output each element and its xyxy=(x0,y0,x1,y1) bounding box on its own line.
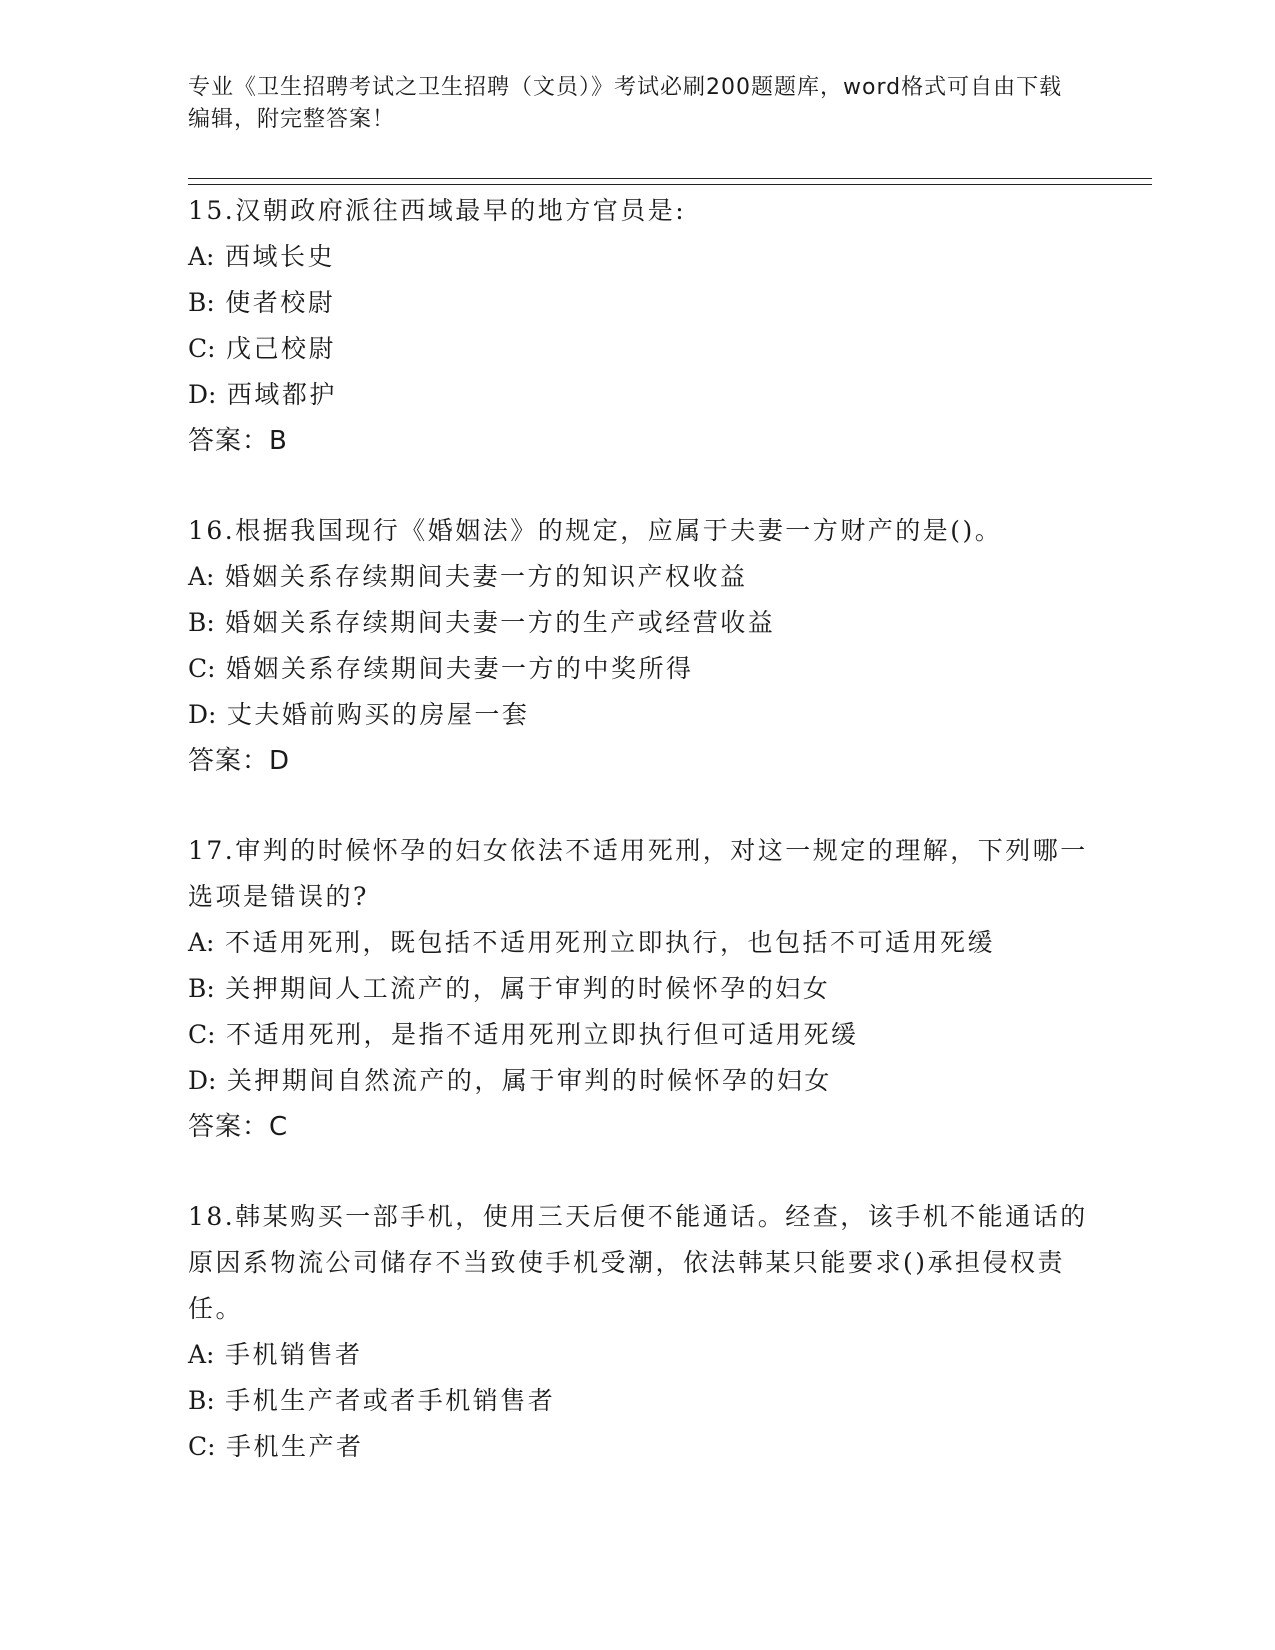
option-label: A: xyxy=(188,562,215,591)
option-b xyxy=(188,966,1088,1012)
question-stem: 18.韩某购买一部手机，使用三天后便不能通话。经查，该手机不能通话的原因系物流公司储存不当致使手机受潮，依法韩某只能要求()承担侵权责任。 xyxy=(188,1202,1088,1323)
option-c xyxy=(188,326,1088,372)
option-label: D: xyxy=(188,1066,217,1095)
question-stem: 17.审判的时候怀孕的妇女依法不适用死刑，对这一规定的理解，下列哪一选项是错误的? xyxy=(188,836,1088,911)
answer-line: 答案：D xyxy=(188,746,291,776)
option-text: 西域都护 xyxy=(226,380,337,409)
option-label: A: xyxy=(188,928,215,957)
option-label: C: xyxy=(188,1020,216,1049)
option-text: 关押期间人工流产的，属于审判的时候怀孕的妇女 xyxy=(225,974,831,1003)
question-item xyxy=(188,188,1088,464)
option-label: A: xyxy=(188,242,215,271)
option-label: B: xyxy=(188,1386,215,1415)
option-text: 手机生产者或者手机销售者 xyxy=(225,1386,556,1415)
option-text: 丈夫婚前购买的房屋一套 xyxy=(226,700,530,729)
option-label: A: xyxy=(188,1340,215,1369)
option-text: 戊己校尉 xyxy=(226,334,337,363)
option-c xyxy=(188,646,1088,692)
option-d xyxy=(188,372,1088,418)
question-item xyxy=(188,828,1088,1150)
option-text: 西域长史 xyxy=(224,242,335,271)
question-stem: 16.根据我国现行《婚姻法》的规定，应属于夫妻一方财产的是()。 xyxy=(188,516,1003,545)
option-label: C: xyxy=(188,654,216,683)
option-b xyxy=(188,280,1088,326)
option-text: 婚姻关系存续期间夫妻一方的中奖所得 xyxy=(226,654,694,683)
option-a xyxy=(188,1332,1088,1378)
option-label: B: xyxy=(188,288,215,317)
question-item xyxy=(188,508,1088,784)
option-a xyxy=(188,554,1088,600)
option-label: B: xyxy=(188,974,215,1003)
question-item xyxy=(188,1194,1088,1470)
header-rule-top xyxy=(188,178,1152,179)
option-d xyxy=(188,1058,1088,1104)
header-rule-bottom xyxy=(188,184,1152,185)
answer-line: 答案：B xyxy=(188,426,288,456)
option-label: D: xyxy=(188,380,217,409)
option-b xyxy=(188,1378,1088,1424)
option-text: 手机生产者 xyxy=(226,1432,364,1461)
question-list xyxy=(188,188,1088,1514)
option-text: 婚姻关系存续期间夫妻一方的生产或经营收益 xyxy=(225,608,776,637)
option-c xyxy=(188,1012,1088,1058)
option-text: 关押期间自然流产的，属于审判的时候怀孕的妇女 xyxy=(226,1066,832,1095)
option-d xyxy=(188,692,1088,738)
option-c xyxy=(188,1424,1088,1470)
question-stem: 15.汉朝政府派往西域最早的地方官员是: xyxy=(188,196,687,225)
option-label: C: xyxy=(188,1432,216,1461)
page-header: 专业《卫生招聘考试之卫生招聘（文员）》考试必刷200题题库，word格式可自由下载编辑，附完整答案！ xyxy=(188,75,1063,132)
option-text: 婚姻关系存续期间夫妻一方的知识产权收益 xyxy=(224,562,748,591)
option-text: 不适用死刑，既包括不适用死刑立即执行，也包括不可适用死缓 xyxy=(224,928,995,957)
option-text: 使者校尉 xyxy=(225,288,336,317)
option-text: 不适用死刑，是指不适用死刑立即执行但可适用死缓 xyxy=(226,1020,859,1049)
option-label: D: xyxy=(188,700,217,729)
option-a xyxy=(188,920,1088,966)
option-text: 手机销售者 xyxy=(224,1340,363,1369)
option-label: C: xyxy=(188,334,216,363)
answer-line: 答案：C xyxy=(188,1112,289,1142)
option-b xyxy=(188,600,1088,646)
option-label: B: xyxy=(188,608,215,637)
option-a xyxy=(188,234,1088,280)
